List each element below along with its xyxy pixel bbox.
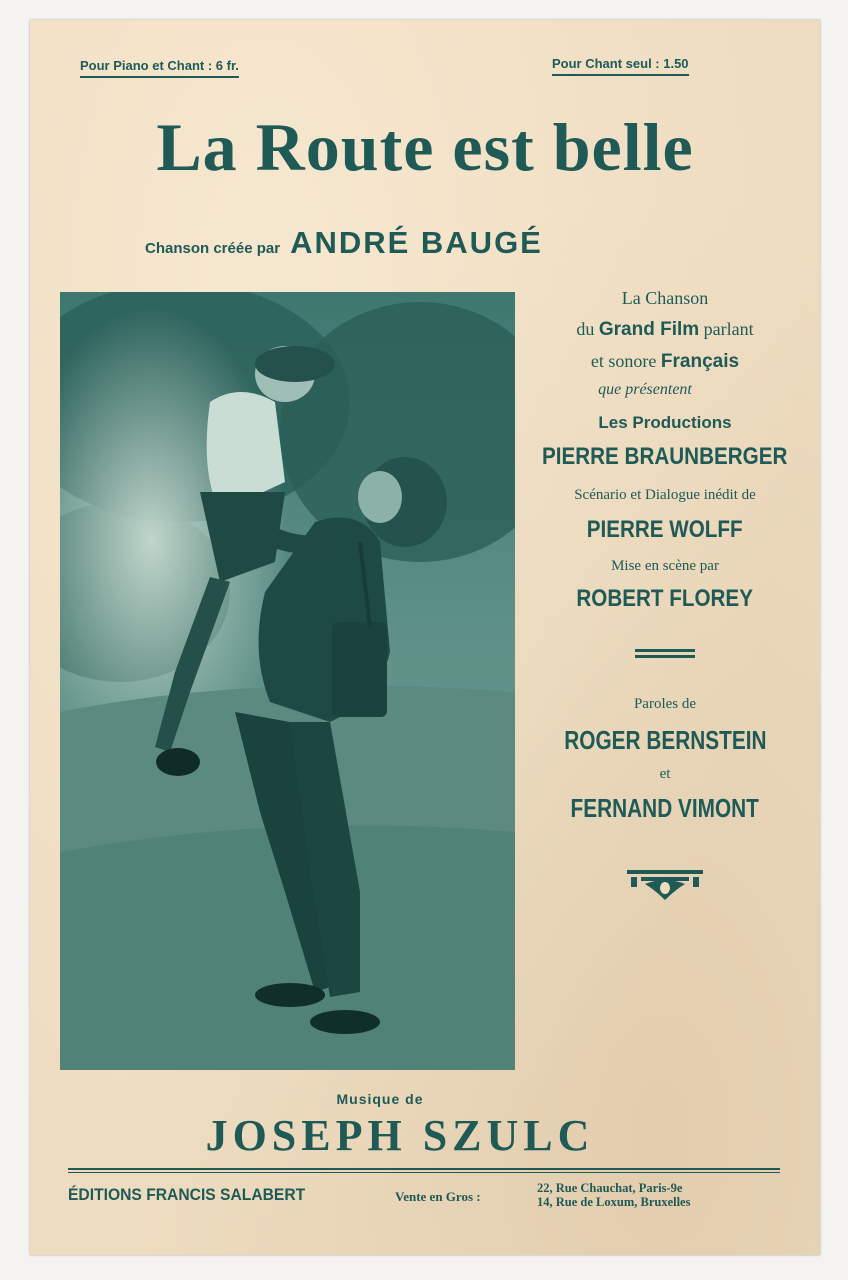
- credit-paroles-label: Paroles de: [633, 696, 697, 712]
- credit-les-productions: Les Productions: [598, 413, 732, 432]
- publisher-addresses: [537, 1181, 690, 1209]
- credit-director: ROBERT FLOREY: [576, 585, 754, 612]
- film-credits: [520, 288, 810, 909]
- credit-et: et: [659, 766, 671, 782]
- music-label: Musique de: [336, 1091, 424, 1107]
- subtitle-prefix: Chanson créée par: [145, 240, 281, 257]
- credit-francais: Français: [660, 351, 740, 372]
- song-title: La Route est belle: [156, 109, 694, 185]
- ornament-icon: [520, 868, 810, 909]
- photo-illustration: [60, 292, 515, 1070]
- price-chant-seul: Pour Chant seul : 1.50: [552, 56, 689, 76]
- address-bruxelles: 14, Rue de Loxum, Bruxelles: [537, 1195, 691, 1209]
- vente-en-gros-label: Vente en Gros :: [395, 1189, 481, 1204]
- credit-lyricist-1: ROGER BERNSTEIN: [563, 725, 767, 755]
- subtitle: [145, 225, 543, 261]
- credit-du: du: [576, 319, 595, 339]
- credit-sonore-line: [520, 351, 810, 373]
- credit-mise-label: Mise en scène par: [611, 558, 719, 574]
- divider-rule: [520, 649, 810, 658]
- credit-grand-film: Grand Film: [598, 319, 700, 340]
- artist-name: ANDRÉ BAUGÉ: [290, 225, 543, 260]
- publisher-name: ÉDITIONS FRANCIS SALABERT: [68, 1185, 306, 1204]
- credit-lyricist-2: FERNAND VIMONT: [570, 793, 760, 823]
- composer-name: JOSEPH SZULC: [205, 1111, 595, 1160]
- credit-grand-film-line: [520, 319, 810, 341]
- credit-la-chanson: La Chanson: [621, 288, 709, 308]
- credit-et-sonore: et sonore: [590, 351, 657, 371]
- credit-que-presentent: que présentent: [598, 381, 692, 398]
- sheet-music-cover: [30, 20, 820, 1255]
- price-piano-chant: Pour Piano et Chant : 6 fr.: [80, 58, 239, 78]
- credit-parlant: parlant: [703, 319, 754, 339]
- film-still-photo: [60, 292, 515, 1070]
- address-paris: 22, Rue Chauchat, Paris-9e: [537, 1181, 683, 1195]
- credit-writer: PIERRE WOLFF: [587, 516, 743, 543]
- credit-producer: PIERRE BRAUNBERGER: [542, 443, 788, 470]
- credit-scenario-label: Scénario et Dialogue inédit de: [574, 487, 756, 503]
- footer-rule: [68, 1168, 780, 1173]
